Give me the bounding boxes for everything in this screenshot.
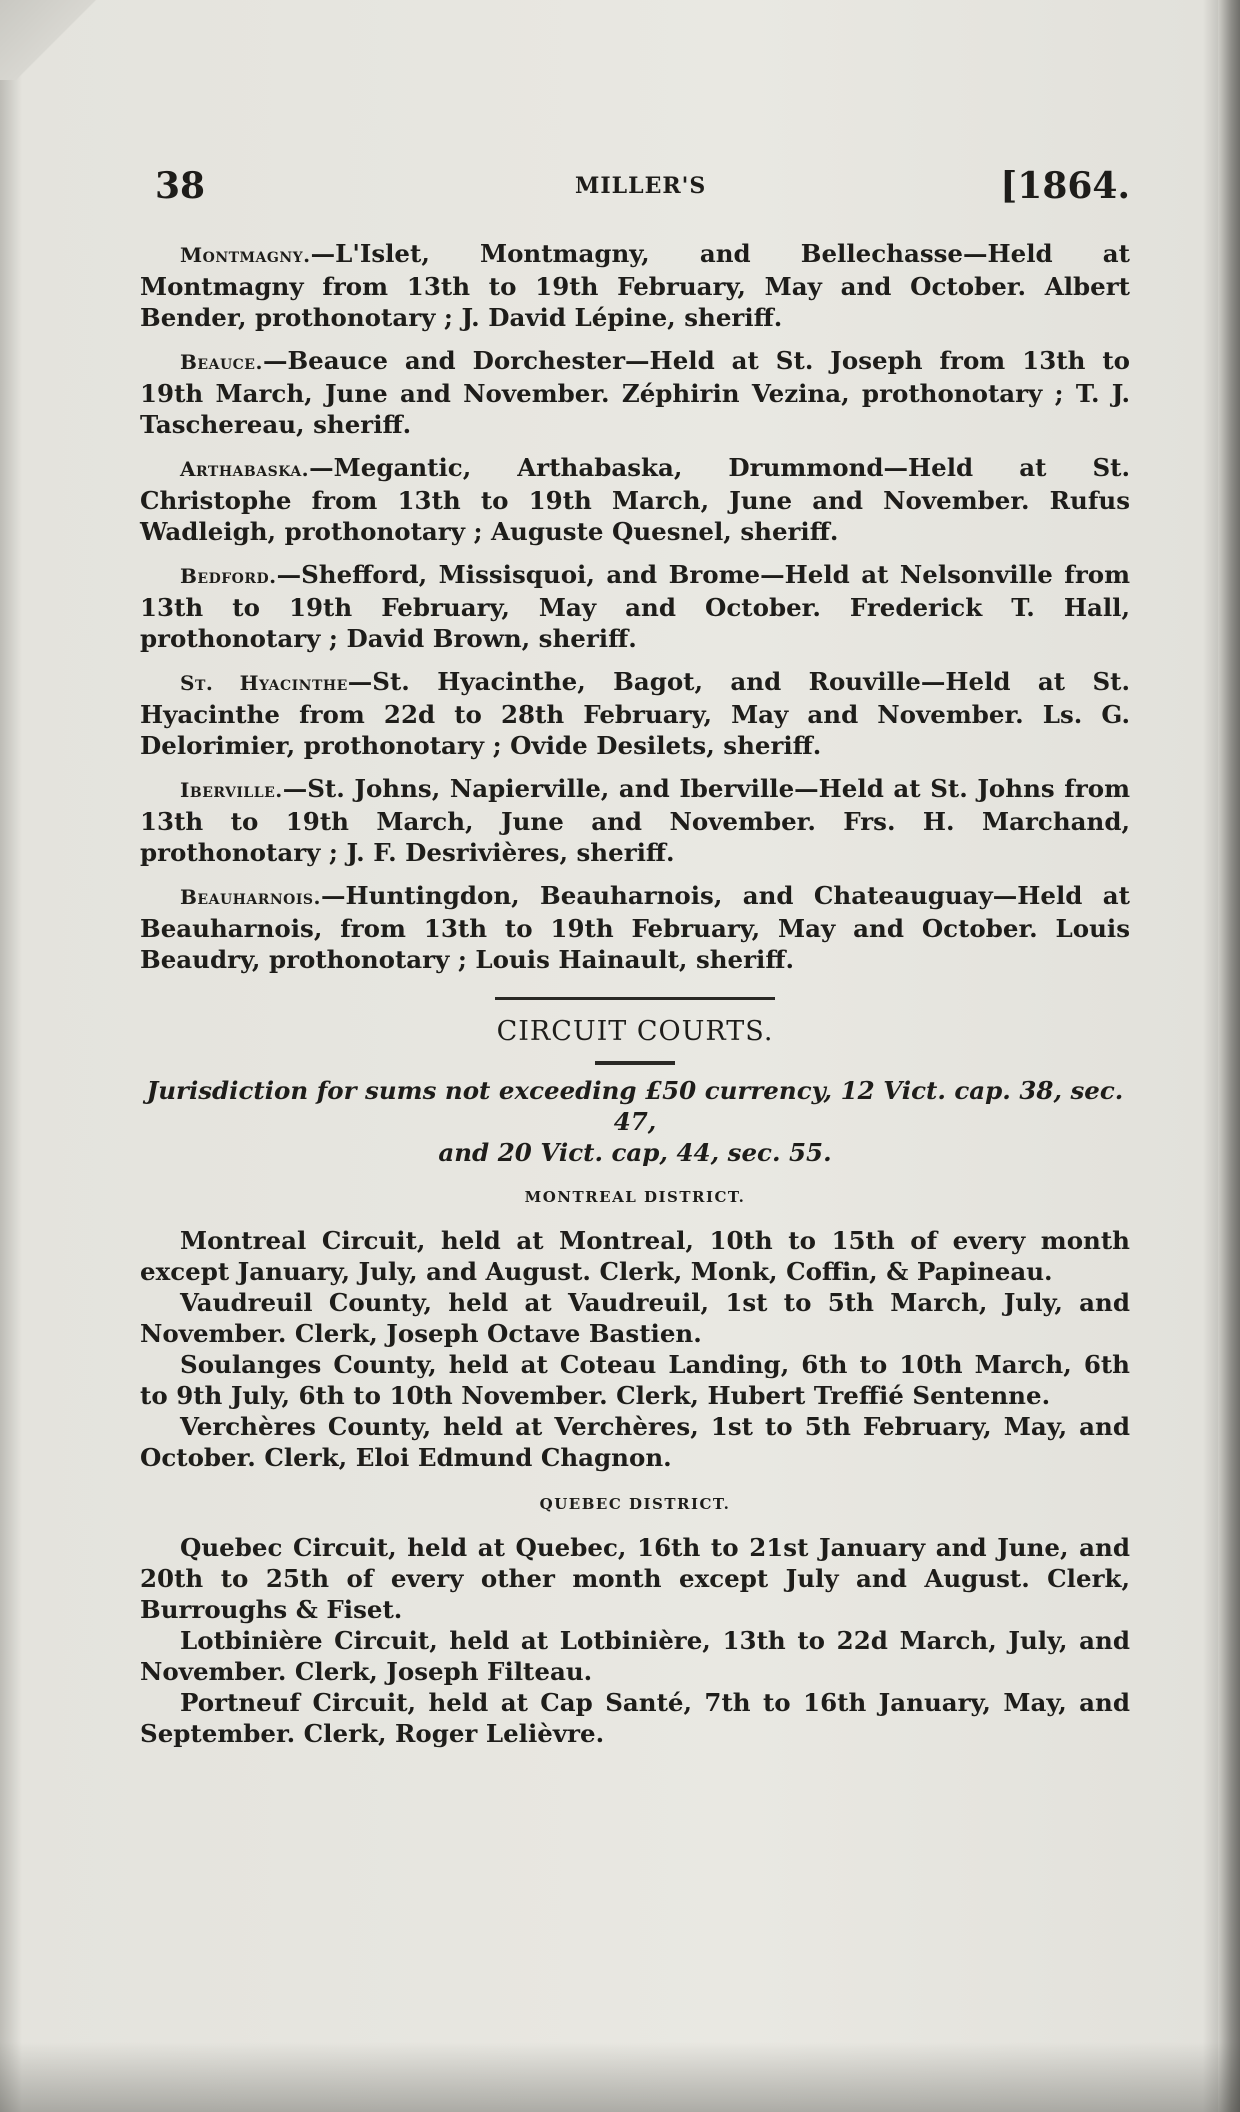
court-name: Beauce. — [180, 350, 263, 374]
circuit-courts-heading: CIRCUIT COURTS. — [496, 1016, 774, 1047]
page-header — [155, 165, 1130, 215]
page-body — [140, 238, 1130, 1765]
header-year: [1864. — [1000, 165, 1130, 207]
page-bottom-shadow — [0, 2042, 1240, 2112]
court-paragraph — [140, 559, 1130, 654]
district-courts-list — [140, 238, 1130, 975]
circuit-entry: Soulanges County, held at Coteau Landing, 6th to 10th March, 6th to 9th July, 6th to 10th November. Clerk, Hubert Treffié Sentenne. — [140, 1350, 1130, 1410]
court-name: Montmagny. — [180, 243, 311, 267]
circuit-entry: Verchères County, held at Verchères, 1st to 5th February, May, and October. Clerk, Eloi Edmund Chagnon. — [140, 1412, 1130, 1472]
montreal-district — [140, 1182, 1130, 1473]
page-number: 38 — [155, 165, 206, 207]
quebec-district — [140, 1489, 1130, 1749]
page-corner-fold — [0, 0, 110, 80]
court-paragraph — [140, 452, 1130, 547]
district-heading: MONTREAL DISTRICT. — [524, 1188, 746, 1206]
circuit-entry: Vaudreuil County, held at Vaudreuil, 1st to 5th March, July, and November. Clerk, Joseph Octave Bastien. — [140, 1288, 1130, 1348]
court-paragraph — [140, 666, 1130, 761]
court-paragraph — [140, 773, 1130, 868]
page-binding-edge — [1218, 0, 1240, 2112]
court-name: Beauharnois. — [180, 885, 321, 909]
circuit-entry: Portneuf Circuit, held at Cap Santé, 7th to 16th January, May, and September. Clerk, Roger Lelièvre. — [140, 1688, 1130, 1748]
district-heading: QUEBEC DISTRICT. — [539, 1495, 731, 1513]
court-name: Bedford. — [180, 564, 277, 588]
court-paragraph — [140, 880, 1130, 975]
court-text: —St. Hyacinthe, Bagot, and Rouville—Held at St. Hyacinthe from 22d to 28th February, May and November. Ls. G. Delorimier, prothonotary ; Ovide Desilets, sheriff. — [140, 667, 1130, 760]
court-paragraph — [140, 238, 1130, 333]
court-text: —St. Johns, Napierville, and Iberville—Held at St. Johns from 13th to 19th March, June and November. Frs. H. Marchand, prothonotary ; J. F. Desrivières, sheriff. — [140, 774, 1130, 867]
running-title: MILLER'S — [575, 173, 707, 199]
court-text: —Beauce and Dorchester—Held at St. Joseph from 13th to 19th March, June and November. Zéphirin Vezina, prothonotary ; T. J. Taschereau, sheriff. — [140, 346, 1130, 439]
section-divider — [495, 997, 775, 1000]
court-text: —Shefford, Missisquoi, and Brome—Held at Nelsonville from 13th to 19th February, May and October. Frederick T. Hall, prothonotary ; David Brown, sheriff. — [140, 560, 1130, 653]
circuit-entry: Lotbinière Circuit, held at Lotbinière, 13th to 22d March, July, and November. Clerk, Joseph Filteau. — [140, 1626, 1130, 1686]
circuit-entry: Quebec Circuit, held at Quebec, 16th to 21st January and June, and 20th to 25th of every other month except July and August. Clerk, Burroughs & Fiset. — [140, 1533, 1130, 1624]
court-paragraph — [140, 345, 1130, 440]
court-text: —Megantic, Arthabaska, Drummond—Held at St. Christophe from 13th to 19th March, June and November. Rufus Wadleigh, prothonotary ; Auguste Quesnel, sheriff. — [140, 453, 1130, 546]
court-name: Arthabaska. — [180, 457, 310, 481]
circuit-entry: Montreal Circuit, held at Montreal, 10th to 15th of every month except January, July, and August. Clerk, Monk, Coffin, & Papineau. — [140, 1226, 1130, 1286]
jurisdiction-line-2: and 20 Vict. cap, 44, sec. 55. — [438, 1138, 832, 1167]
jurisdiction-note — [140, 1075, 1130, 1168]
heading-underline — [595, 1061, 675, 1065]
court-name: St. Hyacinthe — [180, 671, 348, 695]
jurisdiction-line-1: Jurisdiction for sums not exceeding £50 currency, 12 Vict. cap. 38, sec. 47, — [146, 1076, 1124, 1136]
court-text: —L'Islet, Montmagny, and Bellechasse—Held at Montmagny from 13th to 19th February, May and October. Albert Bender, prothonotary ; J. David Lépine, sheriff. — [140, 239, 1130, 332]
court-name: Iberville. — [180, 778, 283, 802]
court-text: —Huntingdon, Beauharnois, and Chateauguay—Held at Beauharnois, from 13th to 19th February, May and October. Louis Beaudry, prothonotary ; Louis Hainault, sheriff. — [140, 881, 1130, 974]
